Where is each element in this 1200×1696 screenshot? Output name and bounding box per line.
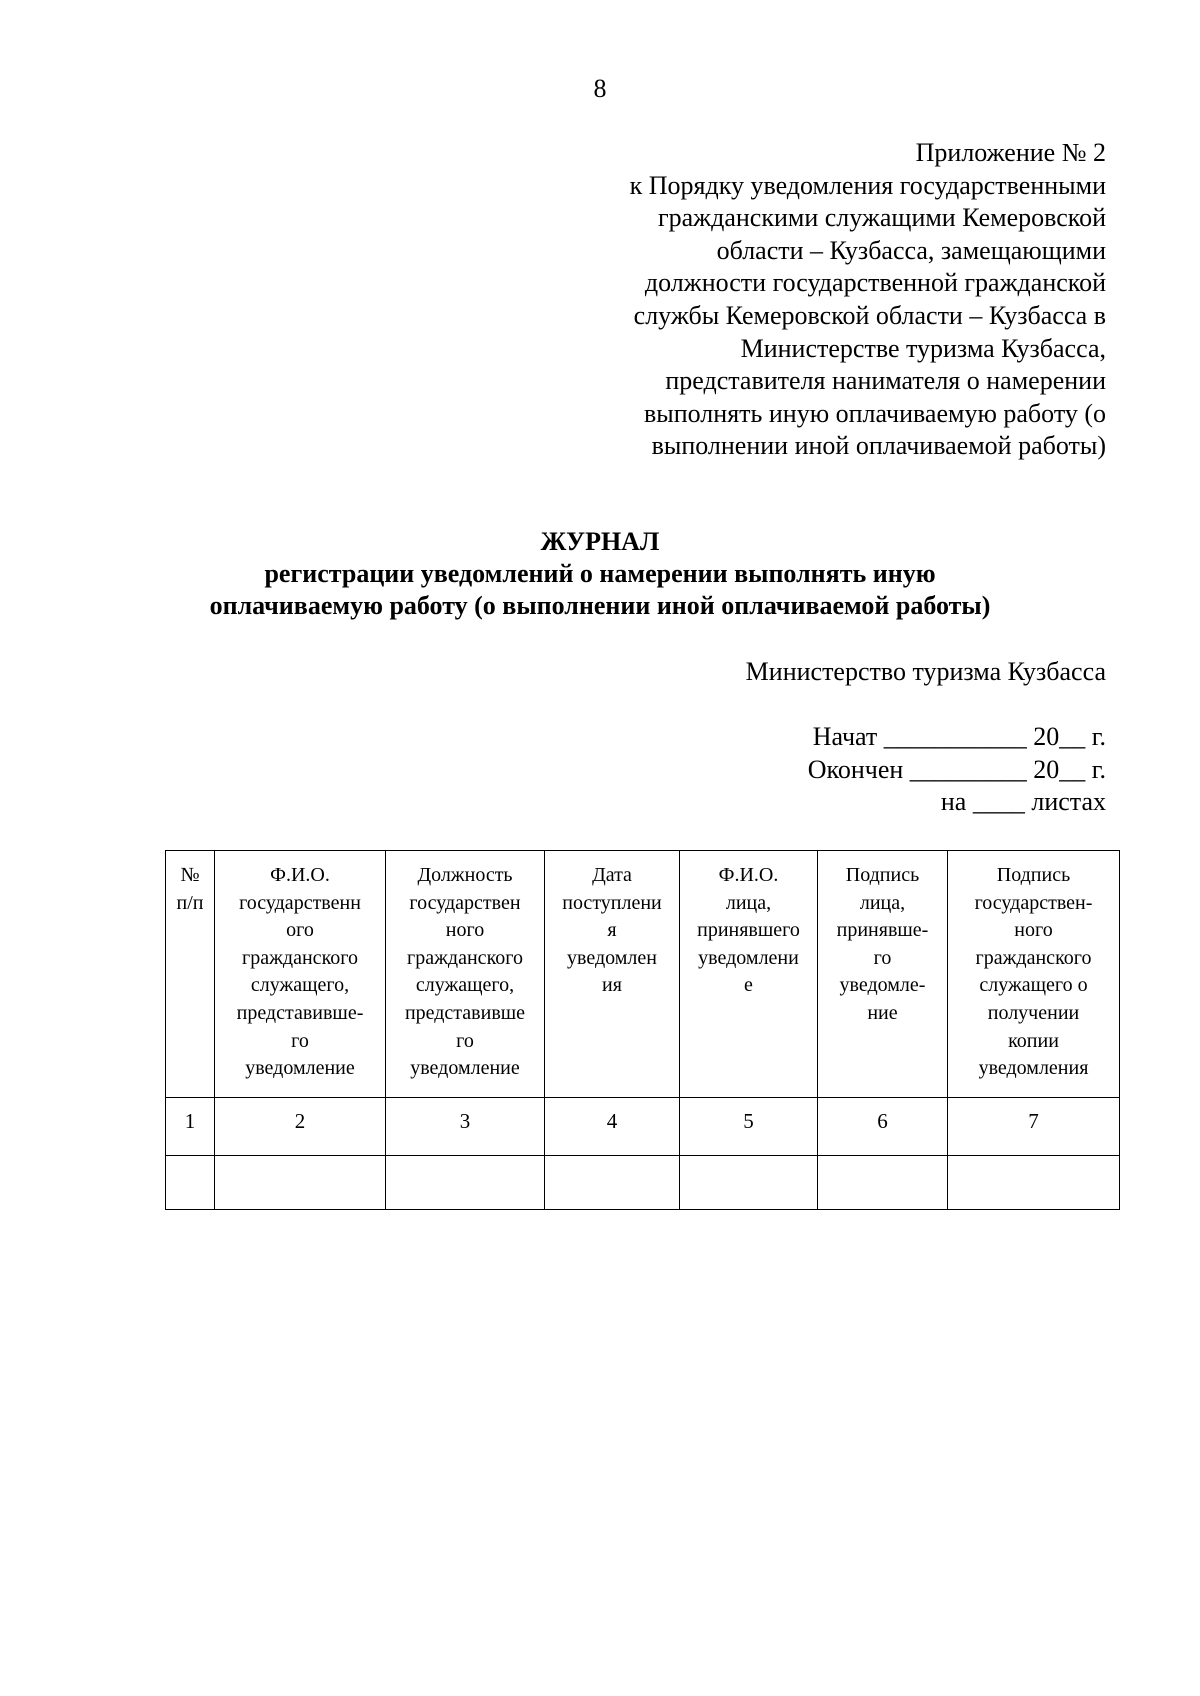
header-line: представивше	[404, 1001, 526, 1024]
header-line: получении	[987, 1001, 1080, 1024]
journal-table	[165, 850, 1120, 1210]
header-line: служащего,	[250, 974, 350, 997]
column-number-cell: 3	[386, 1098, 545, 1156]
header-line: государственн	[239, 891, 361, 914]
started-date-line: Начат ___________ 20__ г.	[812, 722, 1106, 751]
header-cell-receiver-signature	[818, 851, 948, 1098]
appendix-note	[546, 137, 1106, 463]
header-line: го	[873, 946, 892, 969]
table-header-row	[166, 851, 1120, 1098]
ministry-name: Министерство туризма Кузбасса	[745, 657, 1106, 686]
appendix-line: выполнять иную оплачиваемую работу (о	[643, 398, 1106, 428]
empty-cell	[948, 1156, 1120, 1210]
header-line: ного	[445, 919, 485, 942]
journal-subtitle-line-2: оплачиваемую работу (о выполнении иной оплачиваемой работы)	[209, 591, 991, 620]
header-cell-position	[386, 851, 545, 1098]
header-line: Ф.И.О.	[270, 864, 330, 886]
header-line: ние	[867, 1001, 898, 1024]
header-line: лица,	[859, 891, 906, 914]
empty-cell	[166, 1156, 215, 1210]
header-line: ия	[602, 974, 622, 997]
appendix-line: Приложение № 2	[915, 138, 1106, 167]
appendix-line: к Порядку уведомления государственными	[629, 170, 1106, 200]
finished-date-line: Окончен _________ 20__ г.	[807, 754, 1106, 784]
column-number-cell: 4	[545, 1098, 680, 1156]
header-cell-receiver-name	[680, 851, 818, 1098]
header-line: Подпись	[996, 864, 1071, 886]
appendix-line: гражданскими служащими Кемеровской	[657, 203, 1106, 233]
header-line: уведомление	[245, 1057, 355, 1080]
column-number-cell: 5	[680, 1098, 818, 1156]
journal-dates	[808, 721, 1106, 819]
header-line: лица,	[725, 891, 772, 914]
table-empty-row	[166, 1156, 1120, 1210]
journal-heading	[0, 526, 1200, 622]
header-line: уведомлен	[567, 946, 657, 969]
header-line: Должность	[417, 864, 513, 886]
empty-cell	[545, 1156, 680, 1210]
journal-subtitle-line-1: регистрации уведомлений о намерении выполнять иную	[264, 559, 936, 588]
empty-cell	[818, 1156, 948, 1210]
header-line: государствен	[409, 891, 521, 914]
empty-cell	[215, 1156, 386, 1210]
header-line: е	[744, 974, 753, 997]
appendix-line: выполнении иной оплачиваемой работы)	[651, 431, 1106, 461]
table-column-numbers-row	[166, 1098, 1120, 1156]
header-cell-employee-signature	[948, 851, 1120, 1098]
header-line: №	[180, 864, 200, 886]
header-line: уведомления	[978, 1057, 1089, 1080]
header-line: го	[291, 1029, 309, 1052]
column-number-cell: 6	[818, 1098, 948, 1156]
header-line: копии	[1008, 1029, 1059, 1052]
header-cell-employee-name	[215, 851, 386, 1098]
empty-cell	[680, 1156, 818, 1210]
header-line: принявшего	[697, 919, 800, 942]
appendix-line: Министерстве туризма Кузбасса,	[740, 333, 1106, 363]
sheets-count-line: на ____ листах	[940, 787, 1106, 816]
column-number-cell: 7	[948, 1098, 1120, 1156]
header-line: государствен-	[974, 891, 1093, 914]
header-cell-number	[166, 851, 215, 1098]
header-line: Ф.И.О.	[718, 864, 779, 886]
page-number: 8	[593, 74, 607, 103]
header-line: я	[607, 919, 617, 942]
appendix-line: представителя нанимателя о намерении	[665, 366, 1106, 396]
header-line: гражданского	[242, 946, 358, 969]
header-line: поступлени	[562, 891, 662, 914]
column-number-cell: 1	[166, 1098, 215, 1156]
header-line: ого	[286, 919, 314, 942]
header-line: гражданского	[975, 946, 1092, 969]
header-line: служащего,	[415, 974, 515, 997]
header-line: уведомле-	[839, 974, 926, 997]
header-cell-receipt-date	[545, 851, 680, 1098]
header-line: принявше-	[836, 919, 929, 942]
journal-title: ЖУРНАЛ	[540, 527, 660, 556]
appendix-line: области – Кузбасса, замещающими	[716, 235, 1106, 265]
column-number-cell: 2	[215, 1098, 386, 1156]
appendix-line: службы Кемеровской области – Кузбасса в	[633, 300, 1106, 330]
header-line: гражданского	[407, 946, 523, 969]
header-line: ного	[1014, 919, 1053, 942]
header-line: уведомлени	[698, 946, 799, 969]
header-line: Подпись	[845, 864, 920, 886]
appendix-line: должности государственной гражданской	[644, 268, 1106, 298]
header-line: п/п	[176, 891, 204, 914]
header-line: Дата	[592, 864, 632, 886]
header-line: уведомление	[410, 1057, 520, 1080]
empty-cell	[386, 1156, 545, 1210]
header-line: го	[456, 1029, 474, 1052]
header-line: представивше-	[236, 1001, 364, 1024]
header-line: служащего о	[979, 974, 1088, 997]
